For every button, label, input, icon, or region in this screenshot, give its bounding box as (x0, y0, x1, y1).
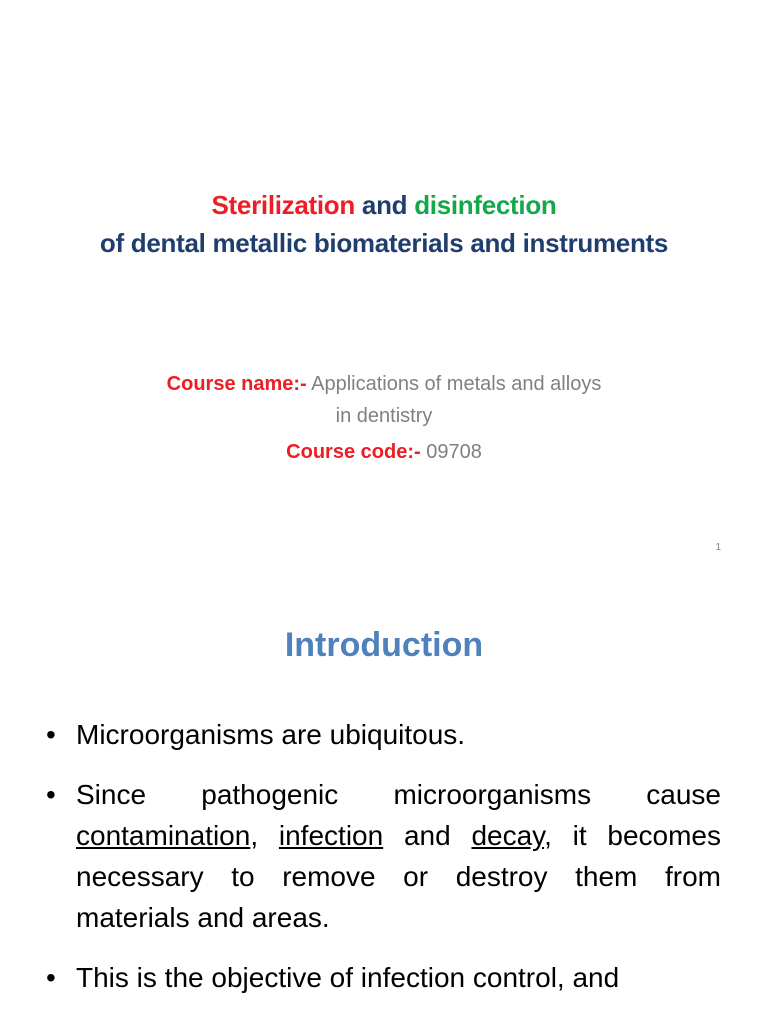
slide-title (0, 186, 768, 262)
slide-page-number: 1 (715, 542, 721, 553)
course-name-line (0, 368, 768, 400)
course-info (0, 368, 768, 468)
bullet-2-text-end: , it becomes necessary to remove or destroy them from materials and areas. (76, 820, 721, 933)
introduction-bullets (46, 714, 721, 1017)
title-word-sterilization: Sterilization (211, 190, 355, 220)
bullet-1-text: Microorganisms are ubiquitous. (76, 719, 466, 750)
course-code-value: 09708 (426, 441, 482, 463)
bullet-2-comma: , (250, 820, 259, 851)
course-name-value-2: in dentistry (335, 405, 433, 427)
bullet-2-and: and (403, 820, 451, 851)
course-name-value-1: Applications of metals and alloys (311, 373, 602, 395)
bullet-2-text-start: Since pathogenic microorganisms cause (76, 779, 721, 810)
course-code-label: Course code:- (286, 441, 421, 463)
course-code-line (0, 436, 768, 468)
bullet-3-text: This is the objective of infection control, and (76, 962, 620, 993)
term-contamination: contamination (76, 820, 251, 851)
bullet-2 (46, 774, 721, 938)
course-name-label: Course name:- (166, 373, 307, 395)
title-line-2: of dental metallic biomaterials and instruments (99, 228, 669, 258)
title-line-1 (0, 186, 768, 224)
term-infection: infection (278, 820, 384, 851)
title-word-and: and (361, 190, 408, 220)
introduction-heading: Introduction (284, 626, 484, 664)
title-word-disinfection: disinfection (414, 190, 557, 220)
bullet-1 (46, 714, 721, 755)
term-decay: decay (471, 820, 545, 851)
bullet-3 (46, 957, 721, 998)
